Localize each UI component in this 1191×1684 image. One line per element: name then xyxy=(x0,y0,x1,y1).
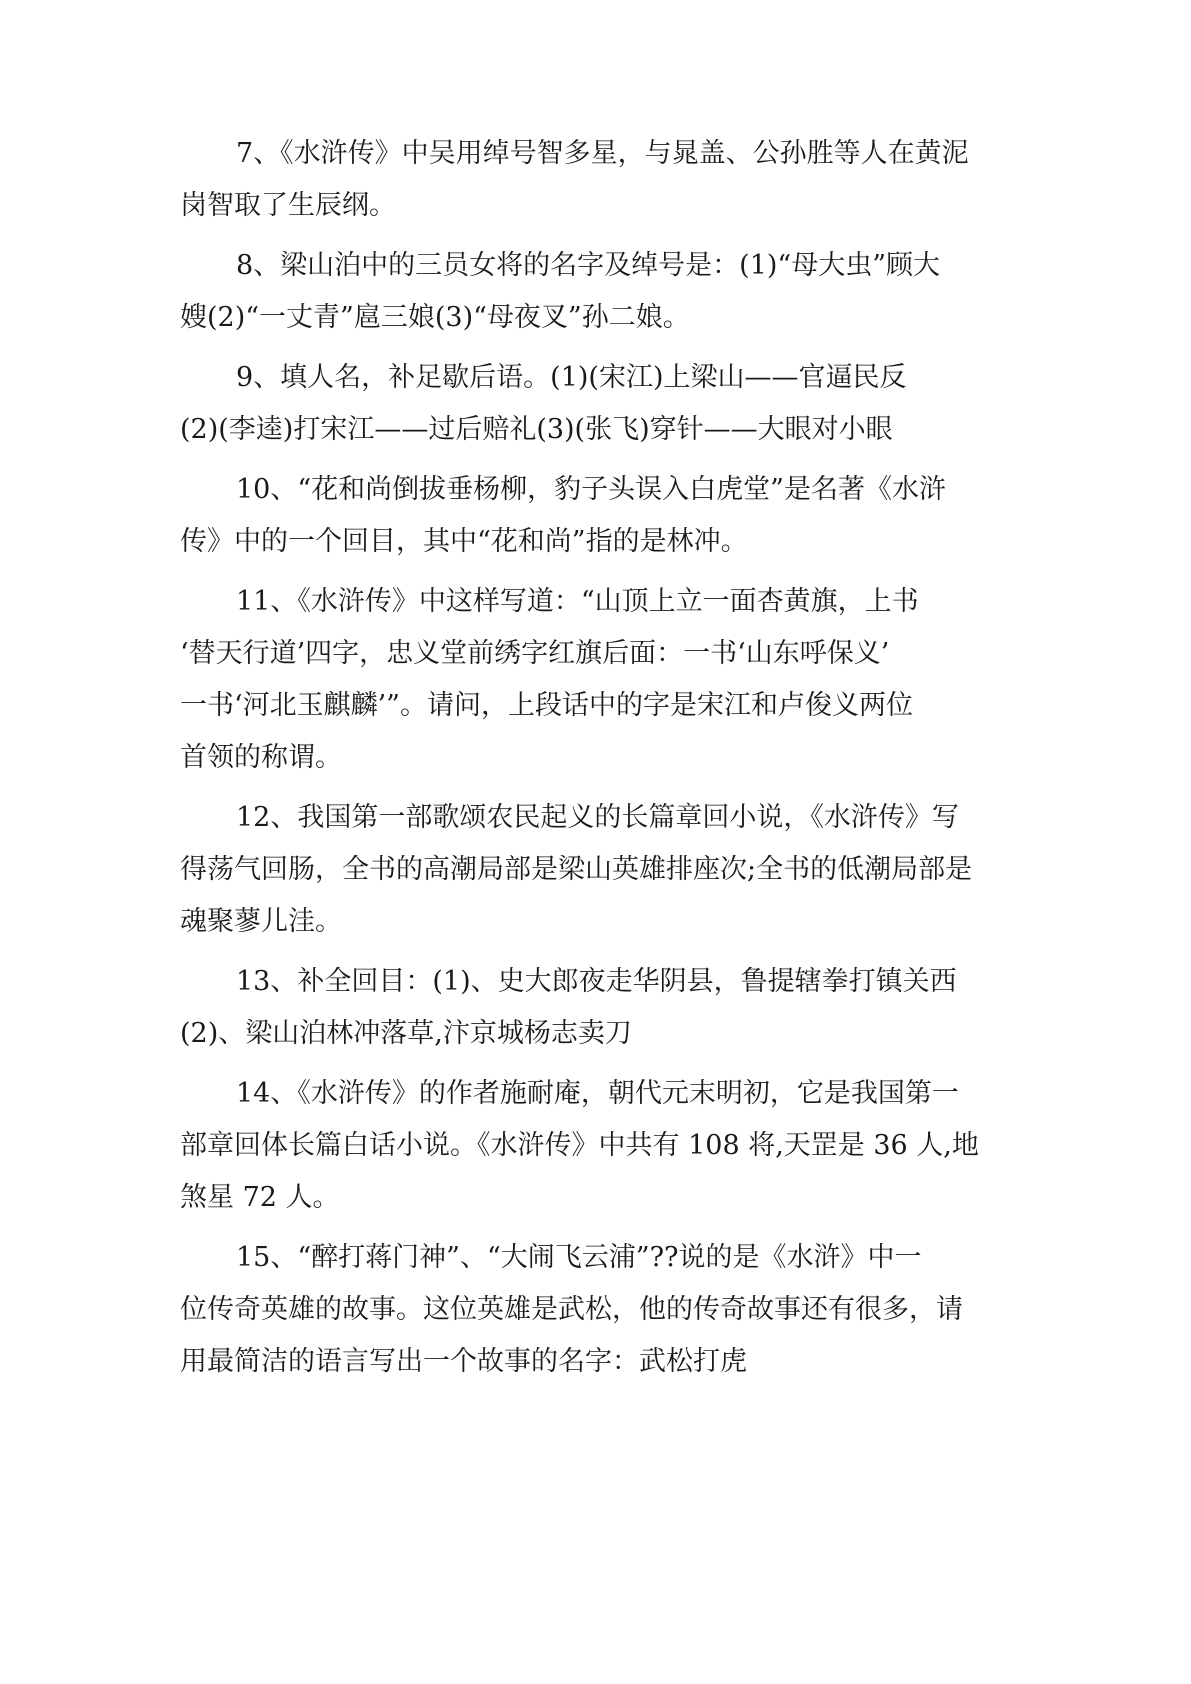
paragraph-13 xyxy=(180,956,1016,1060)
text-line: 10、“花和尚倒拔垂杨柳，豹子头误入白虎堂”是名著《水浒 xyxy=(236,474,946,505)
text-line: (2)(李逵)打宋江——过后赔礼(3)(张飞)穿针——大眼对小眼 xyxy=(180,414,893,445)
text-line: 8、梁山泊中的三员女将的名字及绰号是：(1)“母大虫”顾大 xyxy=(236,250,941,281)
text-line: 煞星 72 人。 xyxy=(180,1182,340,1213)
text-line: 岗智取了生辰纲。 xyxy=(180,190,396,221)
paragraph-11 xyxy=(180,576,1016,784)
text-line: ‘替天行道’四字，忠义堂前绣字红旗后面：一书‘山东呼保义’ xyxy=(180,638,890,669)
text-line: 传》中的一个回目，其中“花和尚”指的是林冲。 xyxy=(180,526,748,557)
text-line: 位传奇英雄的故事。这位英雄是武松，他的传奇故事还有很多，请 xyxy=(180,1294,963,1325)
text-line: 一书‘河北玉麒麟’”。请问，上段话中的字是宋江和卢俊义两位 xyxy=(180,690,913,721)
text-line: (2)、梁山泊林冲落草,汴京城杨志卖刀 xyxy=(180,1018,632,1049)
paragraph-7 xyxy=(180,128,1016,232)
paragraph-9 xyxy=(180,352,1016,456)
text-line: 用最简洁的语言写出一个故事的名字：武松打虎 xyxy=(180,1346,747,1377)
paragraph-15 xyxy=(180,1232,1016,1388)
text-line: 11、《水浒传》中这样写道：“山顶上立一面杏黄旗，上书 xyxy=(236,586,919,617)
text-line: 7、《水浒传》中吴用绰号智多星，与晁盖、公孙胜等人在黄泥 xyxy=(236,138,969,169)
paragraph-8 xyxy=(180,240,1016,344)
text-line: 首领的称谓。 xyxy=(180,742,342,773)
text-line: 12、我国第一部歌颂农民起义的长篇章回小说，《水浒传》写 xyxy=(236,802,959,833)
paragraph-12 xyxy=(180,792,1016,948)
text-line: 得荡气回肠，全书的高潮局部是梁山英雄排座次;全书的低潮局部是 xyxy=(180,854,973,885)
text-line: 嫂(2)“一丈青”扈三娘(3)“母夜叉”孙二娘。 xyxy=(180,302,690,333)
text-line: 部章回体长篇白话小说。《水浒传》中共有 108 将,天罡是 36 人,地 xyxy=(180,1130,979,1161)
paragraph-14 xyxy=(180,1068,1016,1224)
text-line: 15、“醉打蒋门神”、“大闹飞云浦”??说的是《水浒》中一 xyxy=(236,1242,922,1273)
text-line: 9、填人名，补足歇后语。(1)(宋江)上梁山——官逼民反 xyxy=(236,362,907,393)
text-line: 魂聚蓼儿洼。 xyxy=(180,906,342,937)
text-line: 13、补全回目：(1)、史大郎夜走华阴县，鲁提辖拳打镇关西 xyxy=(236,966,957,997)
paragraph-10 xyxy=(180,464,1016,568)
document-body xyxy=(180,128,1016,1396)
text-line: 14、《水浒传》的作者施耐庵，朝代元末明初，它是我国第一 xyxy=(236,1078,959,1109)
